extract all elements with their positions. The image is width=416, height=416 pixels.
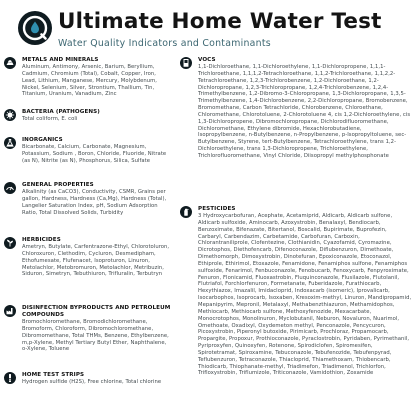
section-text: 1,1-Dichloroethane, 1,1-Dichloroethylene, 1,1-Dichloropropene, 1,1,1-Trichloroethane, 1,1,1,2-Tetrachloroethane, 1,1,2-Trichloroethane, 1,1,2,2-Tetrachloroethane, 1,2,3-Trichlorobenzene, 1,2-Dichloroethane, 1,2-Dichloropropane, 1,2,3-Trichloropropane, 1,2,4-Trichlorobenzene, 1,2,4-Trimethylbenzene, 1,2-Dibromo-3-Chloropropane, 1,3-Dichloropropane, 1,3,5-Trimethylbenzene, 1,4-Dichlorobenzene, 2,2-Dichloropropane, Bromobenzene, Bromomethane, Carbon Tetrachloride, Chlorobenzene, Chloroethane, Chloromethane, Chlorotoluene, 2-Chlorotoluene 4, cis 1,2-Dichloroethylene, cis 1,3-Dichloropropene, Dibromochloropropane, Dichlorodifluoromethane, Dichloromethane, Ethylene dibromide, Hexachlorobutadiene, Isopropylbenzene, n-Butylbenzene, n-Propylbenzene, p-Isopropyltoluene, sec-Butylbenzene, Styrene, tert-Butylbenzene, Tetrachloroethylene, trans 1,2-Dichloroethylene, trans 1,3-Dichloropropene, Trichloroethylene, Trichlorofluoromethane, Vinyl Chloride, Diisopropyl methylphosphonate (198, 64, 411, 159)
section-text: Bromochloromethane, Bromodichloromethane, Bromoform, Chloroform, Dibromochloromethane, Dibromomethane, Total THMs, Benzene, Ethylbenzene, m,p-Xylene, Methyl Tertiary Butyl Ether, Naphthalene, o-Xylene, Toluene (22, 319, 169, 353)
page-title: Ultimate Home Water Test (58, 9, 382, 34)
page-subtitle: Water Quality Indicators and Contaminants (58, 38, 271, 49)
section-heading: HERBICIDES (22, 237, 61, 243)
section-text: Ametryn, Butylate, Carfentrazone-Ethyl, Chlorotoluron, Chloroxuron, Clethodim, Cycluron, Desmedipham, Ethofumesate, Flufenacet, Isoproturon, Linuron, Metolachlor, Metobromuron, Metolachlor, Metribuzin, Siduron, Simetryn, Tebuthiuron, Trifluralin, Terbutryn (22, 244, 170, 278)
section-text: Total coliform, E. coli (22, 116, 78, 122)
section-heading: METALS AND MINERALS (22, 57, 99, 63)
spray-bottle-icon (180, 206, 192, 218)
factory-icon (4, 305, 16, 317)
section-text: Alkalinity (as CaCO3), Conductivity, CSMR, Grains per gallon, Hardness, Hardness (Ca,Mg), Hardness (Total), Langelier Saturation Index, pH, Sodium Adsorption Ratio, Total Dissolved Solids, Turbidity (22, 189, 167, 216)
beaker-icon (180, 57, 192, 69)
plant-icon (4, 237, 16, 249)
test-strip-icon (4, 372, 16, 384)
metal-ingots-icon (4, 57, 16, 69)
section-heading: HOME TEST STRIPS (22, 372, 85, 378)
water-drop-logo-icon (18, 11, 52, 45)
section-heading: VOCS (198, 57, 216, 63)
bacteria-icon (4, 109, 16, 121)
section-text: Hydrogen sulfide (H2S), Free chlorine, Total chlorine (22, 379, 162, 385)
section-text: Aluminum, Antimony, Arsenic, Barium, Beryllium, Cadmium, Chromium (Total), Cobalt, Copper, Iron, Lead, Lithium, Manganese, Mercury, Molybdenum, Nickel, Selenium, Silver, Strontium, Thallium, Tin, Titanium, Uranium, Vanadium, Zinc (22, 64, 158, 98)
section-heading: BACTERIA (PATHOGENS) (22, 109, 100, 115)
section-heading: PESTICIDES (198, 206, 236, 212)
gauge-icon (4, 182, 16, 194)
flask-icon (4, 137, 16, 149)
section-heading: DISINFECTION BYPRODUCTS AND PETROLEUM COMPOUNDS (22, 305, 171, 318)
section-text: 3 Hydroxycarbofuran, Acephate, Acetamiprid, Aldicarb, Aldicarb sulfone, Aldicarb sulfoxide, Aminocarb, Azoxystrobin, Benalaxyl, Bendiocarb, Benzoximate, Bifenazate, Bitertanol, Boscalid, Bupirimate, Buprofezin, Carbaryl, Carbendazim, Carbetamide, Carbofuran, Carboxin, Chlorantraniliprole, Clofentezine, Clothianidin, Cyazofamid, Cyromazine, Dicrotophos, Diethofencarb, Difenoconazole, Diflubenzuron, Dimethoate, Dimethomorph, Dimoxystrobin, Dinotefuran, Epoxiconazole, Etoconazol, Ethiprole, Ethirimol, Etoxazole, Fenamidone, Fenamiphos sulfone, Fenamiphos sulfoxide, Fenarimol, Fenbuconazole, Fenobucarb, Fenoxycarb, Fenpyroximate, Fenuron, Flonicamid, Fluoxastrobin, Fluquinconazole, Flusilazole, Flutolanil, Flutriafol, Forchlorfenuron, Formetanate, Fuberidazole, Furathiocarb, Hexythiazox, Imazalil, Imidacloprid, Indoxacarb (isomeric), Iprovalicarb, Isocarbophos, Isoprocarb, Isoxaben, Kresoxim-methyl, Linuron, Mandipropamid, Mepanipyrim, Mepronil, Metalaxyl, Methabenzthiazuron, Methamidophos, Methiocarb, Methiocarb sulfone, Methoxyfenozide, Mexacarbate, Monocrotophos, Monolinuron, Myclobutanil, Neburon, Novaluron, Nuarimol, Omethoate, Oxadixyl, Oxydemeton methyl, Penconazole, Pencycuron, Picoxystrobin, Piperonyl butoxide, Pirimicarb, Prochloraz, Propamocarb, Propargite, Propoxur, Prothioconazole, Pyraclostrobin, Pyridaben, Pyrimethanil, Pyriproxyfen, Quinoxyfen, Rotenone, Spirodiclofen, Spiromesifen, Spirotetramat, Spiroxamine, Tebuconazole, Tebufenozide, Tebufenpyrad, Teflubenzuron, Tetraconazole, Thiacloprid, Thiamethoxam, Thiobencarb, Thiodicarb, Thiophanate-methyl, Triadimefon, Triadimenol, Trichlorfon, Trifloxystrobin, Triflumizole, Triticonazole, Vamidothion, Zoxamide (198, 213, 412, 377)
section-heading: INORGANICS (22, 137, 63, 143)
header (8, 6, 408, 52)
section-text: Bicarbonate, Calcium, Carbonate, Magnesium, Potassium, Sodium , Boron, Chloride, Fluoride, Nitrate (as N), Nitrite (as N), Phosphorus, Silica, Sulfate (22, 144, 167, 164)
section-heading: GENERAL PROPERTIES (22, 182, 94, 188)
